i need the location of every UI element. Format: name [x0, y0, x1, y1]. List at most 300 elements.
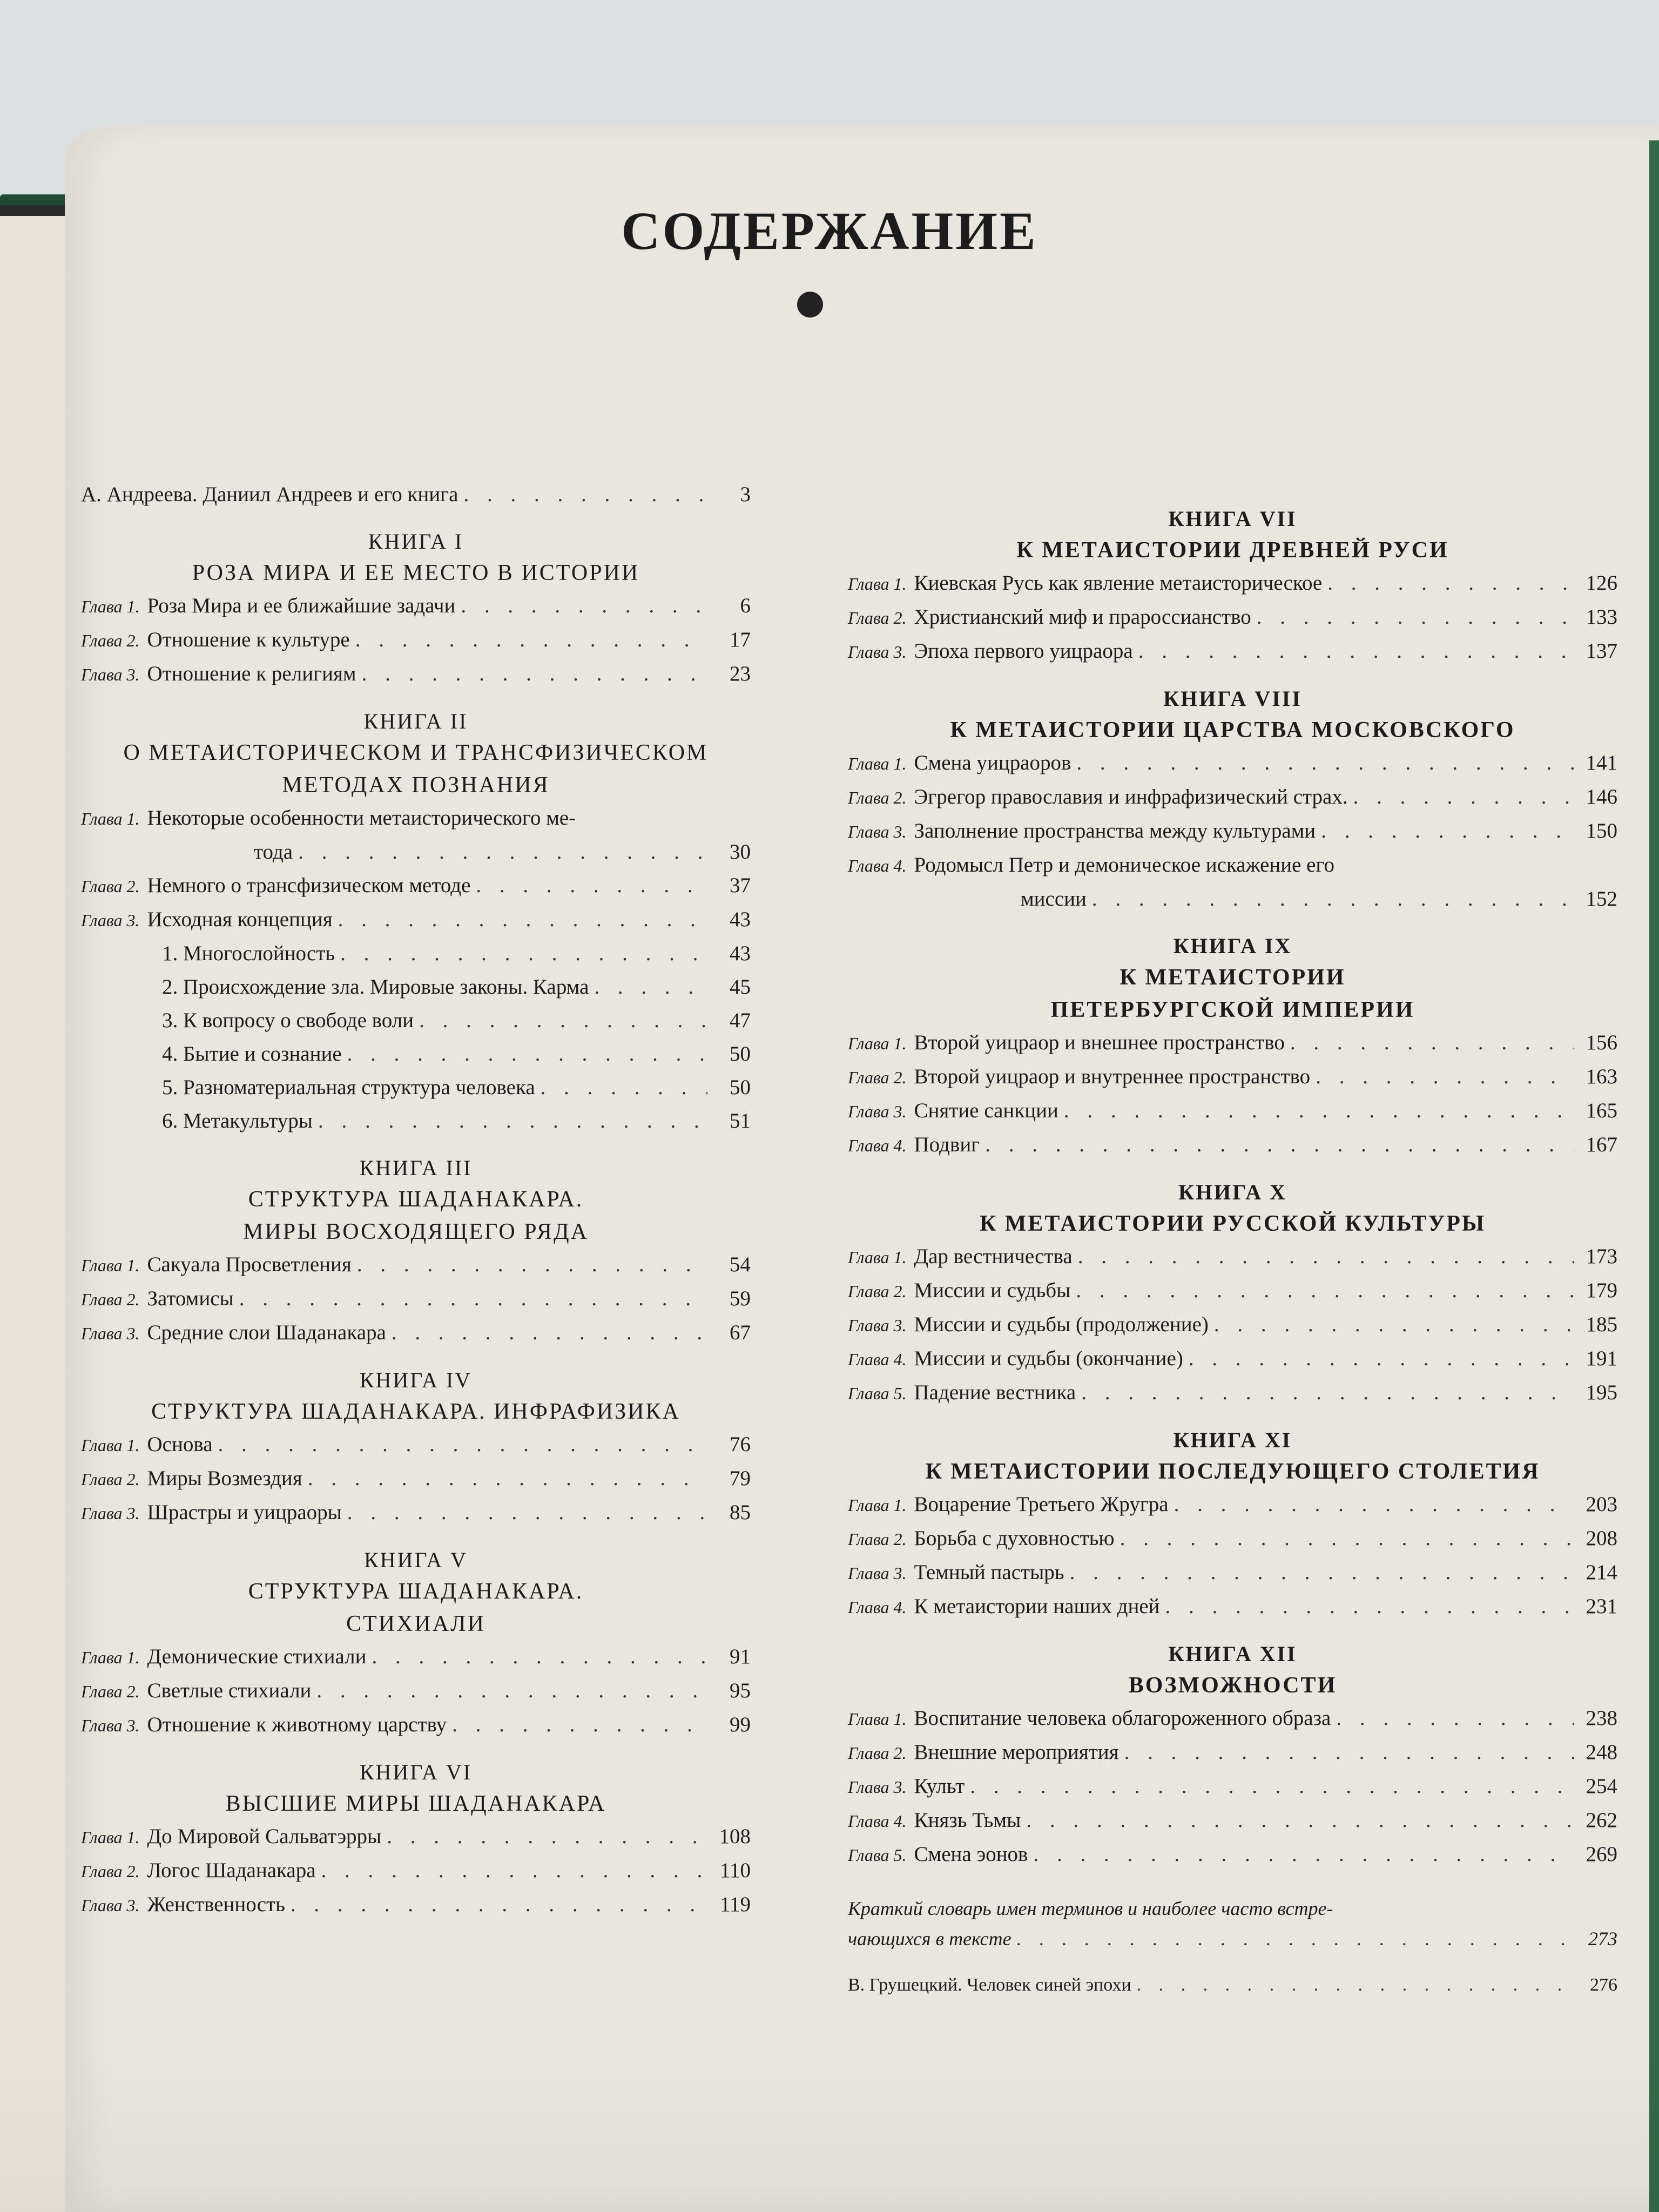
book-title: МИРЫ ВОСХОДЯЩЕГО РЯДА [243, 1219, 589, 1244]
leader-dots [1033, 1838, 1574, 1871]
chapter-label: Глава 1. [81, 1435, 140, 1455]
entry-text: В. Грушецкий. Человек синей эпохи [848, 1975, 1131, 1995]
entry-page: 110 [719, 1859, 751, 1882]
leader-dots [1064, 1094, 1574, 1128]
entry-text: Некоторые особенности метаисторического ме- [147, 806, 576, 830]
chapter-label: Глава 2. [848, 608, 907, 628]
entry-page: 185 [1586, 1313, 1617, 1336]
glossary-line-2 [848, 1924, 1617, 1954]
book-title: К МЕТАИСТОРИИ РУССКОЙ КУЛЬТУРЫ [979, 1211, 1486, 1236]
toc-entry [848, 1094, 1617, 1128]
entry-text: Светлые стихиали [147, 1679, 312, 1702]
chapter-label: Глава 1. [848, 574, 907, 594]
entry-text: Миссии и судьбы (окончание) [914, 1347, 1183, 1370]
toc-entry [848, 1308, 1617, 1342]
leader-dots [461, 589, 707, 623]
toc-entry [81, 1854, 751, 1888]
book-heading [848, 1639, 1617, 1702]
leader-dots [985, 1128, 1574, 1162]
entry-text: Родомысл Петр и демоническое искажение его [914, 853, 1334, 876]
leader-dots [1138, 635, 1574, 668]
entry-page: 152 [1586, 887, 1617, 911]
entry-text: 4. Бытие и сознание [162, 1042, 342, 1065]
toc-entry [81, 1316, 751, 1350]
entry-text: Шрастры и уицраоры [147, 1501, 342, 1524]
leader-dots [452, 1708, 707, 1742]
toc-entry [81, 1888, 751, 1922]
chapter-label: Глава 3. [81, 911, 140, 930]
entry-page: 191 [1586, 1347, 1617, 1370]
leader-dots [1026, 1804, 1574, 1837]
entry-text: 5. Разноматериальная структура человека [162, 1076, 535, 1099]
entry-page: 248 [1586, 1741, 1617, 1764]
entry-text: Князь Тьмы [914, 1809, 1021, 1832]
entry-text: Миры Возмездия [147, 1467, 302, 1490]
entry-page: 50 [730, 1042, 751, 1065]
book-title: К МЕТАИСТОРИИ [1120, 965, 1346, 990]
entry-page: 146 [1586, 785, 1617, 808]
toc-entry [81, 1708, 751, 1742]
toc-entry [81, 869, 751, 903]
toc-entry [81, 1248, 751, 1282]
toc-entry [81, 903, 751, 937]
toc-entry [848, 814, 1617, 848]
leader-dots [1092, 882, 1574, 916]
leader-dots [338, 903, 707, 936]
toc-entry [81, 657, 751, 691]
book-number: КНИГА IX [1173, 934, 1292, 958]
entry-page: 165 [1586, 1099, 1617, 1122]
leader-dots [291, 1888, 707, 1921]
chapter-label: Глава 2. [848, 788, 907, 807]
book-number: КНИГА II [363, 709, 468, 733]
book-title: ВОЗМОЖНОСТИ [1128, 1673, 1337, 1698]
ornament-dot [797, 292, 823, 318]
book-title: СТРУКТУРА ШАДАНАКАРА. ИНФРАФИЗИКА [151, 1399, 680, 1424]
toc-entry [848, 1702, 1617, 1736]
cover-right-edge [1649, 140, 1659, 2212]
entry-page: 254 [1586, 1775, 1617, 1798]
toc-entry [848, 1804, 1617, 1838]
leader-dots [318, 1104, 707, 1138]
entry-text: тода [254, 840, 293, 864]
leader-dots [298, 835, 707, 869]
leader-dots [1081, 1376, 1574, 1410]
entry-page: 156 [1586, 1031, 1617, 1054]
entry-page: 119 [719, 1893, 751, 1916]
glossary-line-1: Краткий словарь имен терминов и наиболее часто встре- [848, 1898, 1333, 1919]
toc-entry-intro [81, 478, 751, 511]
entry-page: 37 [730, 874, 751, 897]
leader-dots [392, 1316, 707, 1350]
leader-dots [1120, 1522, 1574, 1555]
entry-page: 133 [1586, 605, 1617, 629]
toc-entry [848, 1240, 1617, 1274]
entry-text: А. Андреева. Даниил Андреев и его книга [81, 483, 458, 506]
toc-entry [848, 1838, 1617, 1872]
chapter-label: Глава 3. [81, 1503, 140, 1523]
chapter-label: Глава 4. [848, 1136, 907, 1155]
entry-text: Женственность [147, 1893, 285, 1916]
toc-entry [848, 567, 1617, 601]
entry-text: Исходная концепция [147, 908, 333, 931]
toc-entry [81, 1428, 751, 1462]
toc-entry [81, 1462, 751, 1496]
chapter-label: Глава 2. [81, 1469, 140, 1489]
leader-dots [1336, 1702, 1574, 1735]
chapter-label: Глава 3. [848, 1563, 907, 1583]
toc-entry [81, 1282, 751, 1316]
book-heading [81, 706, 751, 801]
chapter-label: Глава 4. [848, 856, 907, 875]
entry-page: 3 [740, 483, 751, 506]
right-books [848, 504, 1617, 1872]
chapter-label: Глава 3. [81, 665, 140, 684]
leader-dots [419, 1004, 707, 1037]
entry-text: Подвиг [914, 1133, 980, 1156]
entry-text: Киевская Русь как явление метаисторическое [914, 571, 1323, 595]
entry-page: 59 [730, 1287, 751, 1310]
toc-entry [848, 601, 1617, 635]
book-title: О МЕТАИСТОРИЧЕСКОМ И ТРАНСФИЗИЧЕСКОМ [123, 740, 709, 765]
leader-dots [1189, 1342, 1574, 1375]
entry-text: Падение вестника [914, 1381, 1076, 1404]
entry-text: Миссии и судьбы [914, 1279, 1071, 1302]
entry-page: 91 [730, 1645, 751, 1668]
toc-entry [81, 1071, 751, 1104]
leader-dots [357, 1248, 707, 1282]
leader-dots [1124, 1736, 1574, 1769]
chapter-label: Глава 2. [81, 631, 140, 650]
entry-page: 17 [730, 628, 751, 651]
entry-text: До Мировой Сальватэрры [147, 1825, 382, 1848]
book-title: СТРУКТУРА ШАДАНАКАРА. [248, 1579, 584, 1604]
leader-dots [1353, 780, 1574, 814]
entry-page: 137 [1586, 639, 1617, 663]
toc-entry [848, 1274, 1617, 1308]
leader-dots [340, 937, 707, 970]
entry-page: 43 [730, 942, 751, 965]
leader-dots [1290, 1026, 1574, 1060]
toc-entry [848, 1026, 1617, 1060]
toc-entry [81, 801, 751, 835]
chapter-label: Глава 3. [848, 1777, 907, 1797]
toc-entry [848, 1060, 1617, 1094]
leader-dots [1076, 746, 1574, 780]
book-title: СТИХИАЛИ [346, 1611, 485, 1636]
entry-page: 173 [1586, 1245, 1617, 1268]
toc-entry [81, 1674, 751, 1708]
entry-text: 2. Происхождение зла. Мировые законы. Карма [162, 975, 589, 999]
page-shadow [0, 2050, 1659, 2212]
book-heading [848, 684, 1617, 746]
toc-entry [848, 1770, 1617, 1804]
entry-page: 76 [730, 1433, 751, 1456]
entry-text: Культ [914, 1775, 965, 1798]
book-heading [848, 931, 1617, 1026]
chapter-label: Глава 3. [81, 1896, 140, 1915]
entry-text: Затомисы [147, 1287, 234, 1310]
leader-dots [308, 1462, 707, 1495]
entry-page: 45 [730, 975, 751, 999]
book-heading [848, 1177, 1617, 1240]
toc-entry [848, 1590, 1617, 1624]
leader-dots [321, 1854, 707, 1887]
chapter-label: Глава 3. [848, 1316, 907, 1335]
chapter-label: Глава 5. [848, 1384, 907, 1403]
chapter-label: Глава 1. [81, 597, 140, 616]
entry-page: 141 [1586, 751, 1617, 774]
chapter-label: Глава 2. [81, 1682, 140, 1701]
entry-text: 3. К вопросу о свободе воли [162, 1009, 414, 1032]
leader-dots [218, 1428, 707, 1461]
entry-text: Воспитание человека облагороженного образа [914, 1707, 1331, 1730]
leader-dots [970, 1770, 1574, 1803]
leader-dots [1017, 1924, 1574, 1954]
book-heading [81, 1153, 751, 1248]
entry-page: 208 [1586, 1527, 1617, 1550]
chapter-label: Глава 1. [81, 1648, 140, 1667]
book-heading [848, 504, 1617, 567]
entry-page: 51 [730, 1109, 751, 1132]
entry-page: 203 [1586, 1493, 1617, 1516]
entry-page: 99 [730, 1713, 751, 1736]
chapter-label: Глава 1. [81, 809, 140, 828]
leader-dots [594, 970, 707, 1004]
chapter-label: Глава 2. [81, 1290, 140, 1309]
leader-dots [316, 1674, 707, 1708]
entry-text: 1. Многослойность [162, 942, 335, 965]
leader-dots [355, 623, 707, 657]
toc-entry [848, 635, 1617, 669]
toc-entry [848, 746, 1617, 780]
entry-page: 54 [730, 1253, 751, 1276]
leader-dots [541, 1071, 707, 1104]
entry-text: Немного о трансфизическом методе [147, 874, 471, 897]
entry-page: 276 [1590, 1975, 1617, 1995]
entry-text: 6. Метакультуры [162, 1109, 313, 1132]
toc-entry [81, 1037, 751, 1071]
book-number: КНИГА VII [1168, 507, 1297, 531]
leader-dots [1321, 814, 1574, 848]
entry-page: 214 [1586, 1561, 1617, 1584]
chapter-label: Глава 1. [848, 1495, 907, 1515]
entry-text: Отношение к культуре [147, 628, 350, 651]
toc-entry [81, 1820, 751, 1854]
chapter-label: Глава 4. [848, 1350, 907, 1369]
entry-text: Борьба с духовностью [914, 1527, 1115, 1550]
leader-dots [372, 1640, 708, 1674]
chapter-label: Глава 2. [848, 1068, 907, 1087]
toc-entry [848, 1556, 1617, 1590]
book-number: КНИГА V [364, 1548, 468, 1572]
chapter-label: Глава 2. [81, 1862, 140, 1881]
entry-page: 179 [1586, 1279, 1617, 1302]
entry-page: 6 [740, 594, 751, 617]
page-title: СОДЕРЖАНИЕ [621, 201, 1038, 261]
entry-page: 269 [1586, 1843, 1617, 1866]
entry-text: Темный пастырь [914, 1561, 1064, 1584]
toc-entry [81, 1004, 751, 1037]
entry-page: 50 [730, 1076, 751, 1099]
book-title: ВЫСШИЕ МИРЫ ШАДАНАКАРА [225, 1791, 606, 1816]
entry-page: 23 [730, 662, 751, 685]
book-title: К МЕТАИСТОРИИ ПОСЛЕДУЮЩЕГО СТОЛЕТИЯ [925, 1459, 1540, 1484]
entry-text: Христианский миф и прароссианство [914, 605, 1251, 629]
entry-text: Снятие санкции [914, 1099, 1058, 1122]
toc-entry [848, 882, 1617, 916]
chapter-label: Глава 1. [848, 754, 907, 773]
leader-dots [387, 1820, 707, 1853]
left-books [81, 527, 751, 1922]
entry-text: Смена уицраоров [914, 751, 1071, 774]
entry-text: Заполнение пространства между культурами [914, 819, 1316, 842]
leader-dots [362, 657, 707, 691]
entry-page: 95 [730, 1679, 751, 1702]
book-title: К МЕТАИСТОРИИ ЦАРСТВА МОСКОВСКОГО [950, 718, 1515, 743]
toc-entry [848, 1488, 1617, 1522]
book-heading [81, 527, 751, 589]
entry-page: 47 [730, 1009, 751, 1032]
toc-entry [81, 937, 751, 970]
toc-entry [81, 970, 751, 1004]
chapter-label: Глава 1. [81, 1256, 140, 1275]
glossary-entry [848, 1893, 1617, 1954]
toc-entry [81, 589, 751, 623]
chapter-label: Глава 1. [848, 1034, 907, 1053]
book-number: КНИГА XI [1173, 1428, 1292, 1452]
book-number: КНИГА I [368, 529, 464, 554]
chapter-label: Глава 3. [81, 1716, 140, 1735]
leader-dots [1165, 1590, 1574, 1623]
book-title: К МЕТАИСТОРИИ ДРЕВНЕЙ РУСИ [1016, 538, 1449, 563]
chapter-label: Глава 1. [848, 1709, 907, 1729]
entry-text: Эгрегор православия и инфрафизический страх. [914, 785, 1348, 808]
entry-page: 195 [1586, 1381, 1617, 1404]
chapter-label: Глава 3. [81, 1324, 140, 1343]
book-heading [81, 1545, 751, 1640]
chapter-label: Глава 2. [848, 1743, 907, 1763]
book-number: КНИГА VI [359, 1760, 473, 1784]
book-title: ПЕТЕРБУРГСКОЙ ИМПЕРИИ [1050, 997, 1415, 1022]
book-number: КНИГА XII [1168, 1642, 1297, 1666]
toc-entry [81, 835, 751, 869]
entry-page: 43 [730, 908, 751, 931]
toc-entry [848, 1342, 1617, 1376]
chapter-label: Глава 4. [848, 1811, 907, 1831]
book-heading [848, 1425, 1617, 1488]
leader-dots [1316, 1060, 1574, 1094]
afterword-entry [848, 1970, 1617, 2000]
book-heading [81, 1365, 751, 1428]
entry-page: 273 [1588, 1928, 1617, 1950]
entry-text: Второй уицраор и внешнее пространство [914, 1031, 1285, 1054]
entry-page: 262 [1586, 1809, 1617, 1832]
leader-dots [1174, 1488, 1574, 1521]
entry-text: Демонические стихиали [147, 1645, 367, 1668]
entry-text: Смена эонов [914, 1843, 1028, 1866]
entry-text: К метаистории наших дней [914, 1595, 1160, 1618]
toc-entry [848, 1522, 1617, 1556]
left-page-edge [0, 216, 66, 2212]
toc-entry [81, 1640, 751, 1674]
entry-page: 85 [730, 1501, 751, 1524]
chapter-label: Глава 2. [81, 876, 140, 896]
toc-entry [81, 623, 751, 657]
leader-dots [347, 1496, 707, 1529]
chapter-label: Глава 3. [848, 642, 907, 662]
chapter-label: Глава 3. [848, 1102, 907, 1121]
entry-text: Внешние мероприятия [914, 1741, 1119, 1764]
entry-page: 108 [719, 1825, 751, 1848]
leader-dots [476, 869, 707, 902]
entry-page: 238 [1586, 1707, 1617, 1730]
chapter-label: Глава 1. [848, 1247, 907, 1267]
toc-column-left [81, 478, 751, 1922]
entry-text: Роза Мира и ее ближайшие задачи [147, 594, 456, 617]
book-title: СТРУКТУРА ШАДАНАКАРА. [248, 1187, 584, 1212]
entry-text: Отношение к религиям [147, 662, 356, 685]
entry-page: 30 [730, 840, 751, 864]
leader-dots [1070, 1556, 1574, 1589]
entry-page: 150 [1586, 819, 1617, 842]
chapter-label: Глава 1. [81, 1827, 140, 1847]
toc-entry [848, 1376, 1617, 1410]
entry-page: 163 [1586, 1065, 1617, 1088]
entry-text: Миссии и судьбы (продолжение) [914, 1313, 1209, 1336]
book-number: КНИГА VIII [1163, 686, 1302, 711]
entry-text: Средние слои Шаданакара [147, 1321, 386, 1344]
entry-text: Логос Шаданакара [147, 1859, 316, 1882]
toc-entry [848, 1128, 1617, 1162]
entry-page: 126 [1586, 571, 1617, 595]
leader-dots [1137, 1970, 1574, 2000]
entry-page: 67 [730, 1321, 751, 1344]
chapter-label: Глава 5. [848, 1845, 907, 1865]
entry-text: Второй уицраор и внутреннее пространство [914, 1065, 1311, 1088]
leader-dots [1257, 601, 1574, 634]
leader-dots [1214, 1308, 1574, 1341]
entry-page: 79 [730, 1467, 751, 1490]
chapter-label: Глава 3. [848, 822, 907, 841]
book-number: КНИГА X [1178, 1180, 1287, 1204]
chapter-label: Глава 2. [848, 1282, 907, 1301]
leader-dots [1078, 1240, 1574, 1273]
book-number: КНИГА IV [359, 1368, 473, 1392]
leader-dots [347, 1037, 707, 1071]
chapter-label: Глава 2. [848, 1529, 907, 1549]
book-title: РОЗА МИРА И ЕЕ МЕСТО В ИСТОРИИ [192, 561, 640, 585]
entry-text: чающихся в тексте [848, 1928, 1011, 1950]
leader-dots [239, 1282, 707, 1316]
entry-text: Дар вестничества [914, 1245, 1073, 1268]
entry-page: 231 [1586, 1595, 1617, 1618]
entry-text: Воцарение Третьего Жругра [914, 1493, 1169, 1516]
toc-entry [848, 780, 1617, 814]
entry-text: Эпоха первого уицраора [914, 639, 1133, 663]
entry-text: Основа [147, 1433, 213, 1456]
toc-entry [81, 1104, 751, 1138]
toc-entry [81, 1496, 751, 1530]
book-heading [81, 1757, 751, 1820]
leader-dots [1076, 1274, 1574, 1307]
leader-dots [463, 478, 707, 511]
entry-page: 167 [1586, 1133, 1617, 1156]
entry-text: Отношение к животному царству [147, 1713, 447, 1736]
chapter-label: Глава 4. [848, 1597, 907, 1617]
toc-entry [848, 1736, 1617, 1770]
toc-entry [848, 848, 1617, 882]
